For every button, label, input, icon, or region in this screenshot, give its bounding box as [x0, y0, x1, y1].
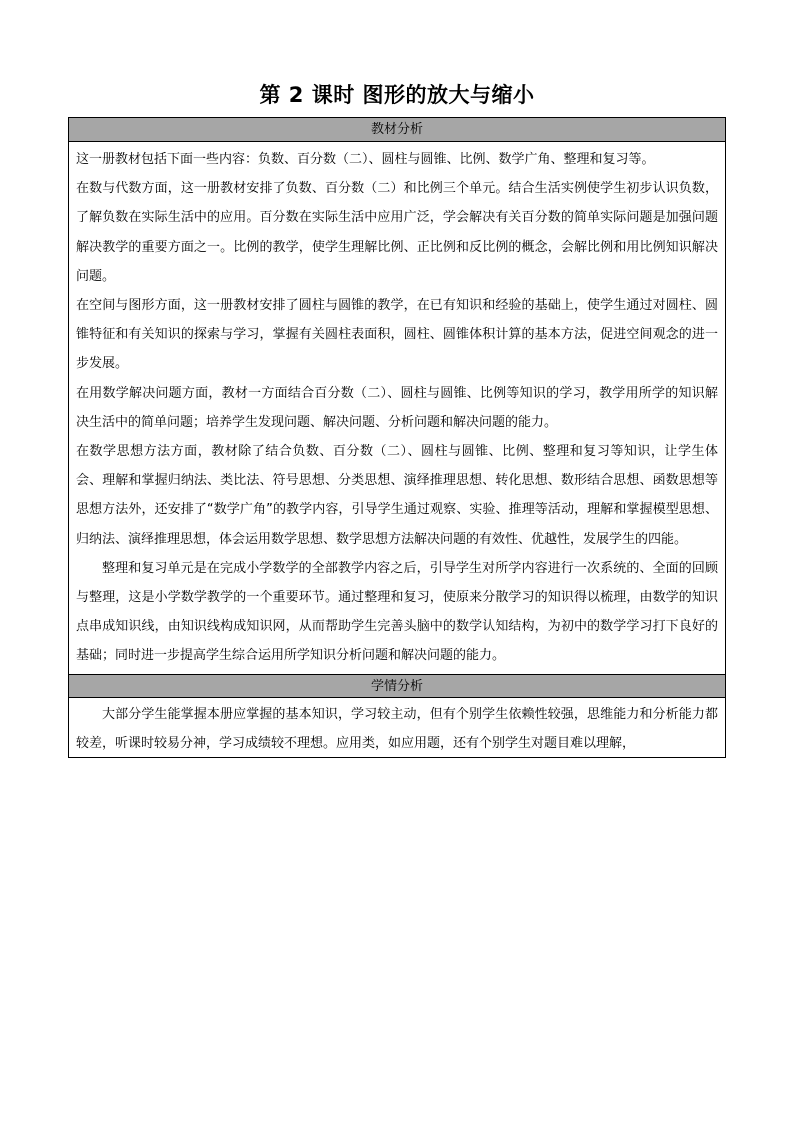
paragraph: 在空间与图形方面，这一册教材安排了圆柱与圆锥的教学，在已有知识和经验的基础上，使学生通过对圆柱、圆锥特征和有关知识的探索与学习，掌握有关圆柱表面积，圆柱、圆锥体积计算的基本方法，促进空间观念的进一步发展。 [76, 298, 718, 372]
section-header-textbook-analysis: 教材分析 [69, 118, 725, 142]
paragraph: 在数学思想方法方面，教材除了结合负数、百分数（二）、圆柱与圆锥、比例、整理和复习等知识，让学生体会、理解和掌握归纳法、类比法、符号思想、分类思想、演绎推理思想、转化思想、数形结合思想、函数思想等思想方法外，还安排了“数学广角”的教学内容，引导学生通过观察、实验、推理等活动，理解和掌握模型思想、归纳法、演绎推理思想，体会运用数学思想、数学思想方法解决问题的有效性、优越性，发展学生的四能。 [76, 444, 718, 547]
paragraph: 在用数学解决问题方面，教材一方面结合百分数（二）、圆柱与圆锥、比例等知识的学习，教学用所学的知识解决生活中的简单问题；培养学生发现问题、解决问题、分析问题和解决问题的能力。 [76, 385, 718, 430]
section-body-student-analysis [69, 698, 725, 757]
paragraph: 在数与代数方面，这一册教材安排了负数、百分数（二）和比例三个单元。结合生活实例使学生初步认识负数，了解负数在实际生活中的应用。百分数在实际生活中应用广泛，学会解决有关百分数的简单实际问题是加强问题解决教学的重要方面之一。比例的教学，使学生理解比例、正比例和反比例的概念，会解比例和用比例知识解决问题。 [76, 181, 718, 284]
page-title: 第 2 课时 图形的放大与缩小 [259, 83, 535, 107]
lesson-table [68, 117, 726, 758]
paragraph: 整理和复习单元是在完成小学数学的全部教学内容之后，引导学生对所学内容进行一次系统的、全面的回顾与整理，这是小学数学教学的一个重要环节。通过整理和复习，使原来分散学习的知识得以梳理，由数学的知识点串成知识线，由知识线构成知识网，从而帮助学生完善头脑中的数学认知结构，为初中的数学学习打下良好的基础；同时进一步提高学生综合运用所学知识分析问题和解决问题的能力。 [76, 560, 718, 664]
section-body-textbook-analysis [69, 142, 725, 674]
paragraph: 这一册教材包括下面一些内容：负数、百分数（二）、圆柱与圆锥、比例、数学广角、整理和复习等。 [76, 152, 655, 167]
section-header-student-analysis: 学情分析 [69, 674, 725, 698]
paragraph: 大部分学生能掌握本册应掌握的基本知识，学习较主动，但有个别学生依赖性较强，思维能力和分析能力都较差，听课时较易分神，学习成绩较不理想。应用类，如应用题，还有个别学生对题目难以理解， [76, 706, 718, 751]
